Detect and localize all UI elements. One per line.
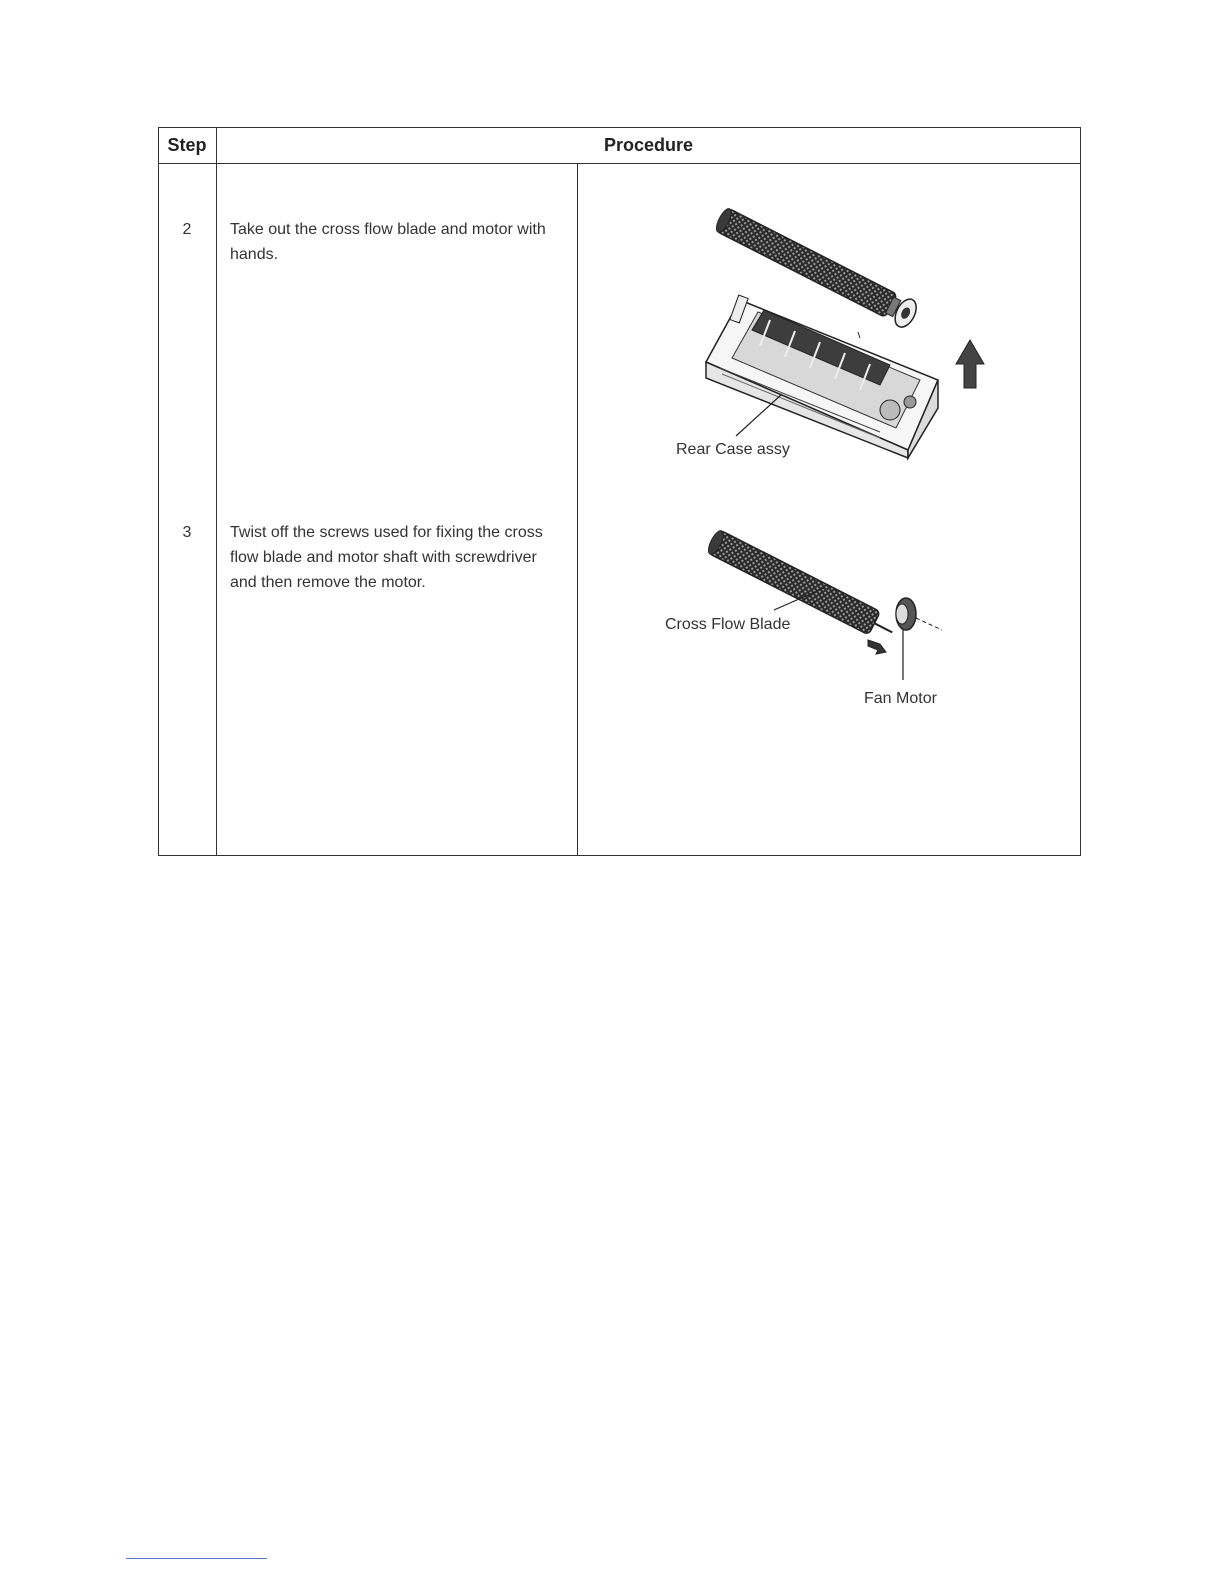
step-text-3: Twist off the screws used for fixing the cross flow blade and motor shaft with screwdriver and then remove the motor. bbox=[230, 524, 543, 591]
step-number-2: 2 bbox=[182, 221, 192, 238]
table-border-bottom bbox=[158, 855, 1081, 856]
callout-fan-motor: Fan Motor bbox=[864, 690, 937, 707]
table-border-right bbox=[1080, 127, 1081, 856]
up-arrow-icon bbox=[956, 340, 984, 388]
illustration-rear-case bbox=[640, 180, 1020, 480]
footnote-rule bbox=[126, 1558, 267, 1559]
text-image-divider bbox=[577, 163, 578, 856]
header-step: Step bbox=[167, 134, 207, 155]
callout-cross-flow-blade: Cross Flow Blade bbox=[665, 616, 791, 633]
step-column-divider bbox=[216, 127, 217, 856]
callout-rear-case: Rear Case assy bbox=[676, 441, 790, 458]
header-procedure: Procedure bbox=[603, 134, 694, 155]
right-arrow-icon bbox=[868, 640, 886, 654]
step-text-2: Take out the cross flow blade and motor with hands. bbox=[230, 221, 546, 263]
header-divider bbox=[158, 163, 1081, 164]
fan-motor bbox=[896, 598, 942, 630]
illustration-fan-motor bbox=[640, 510, 1020, 720]
step-number-3: 3 bbox=[182, 524, 192, 541]
